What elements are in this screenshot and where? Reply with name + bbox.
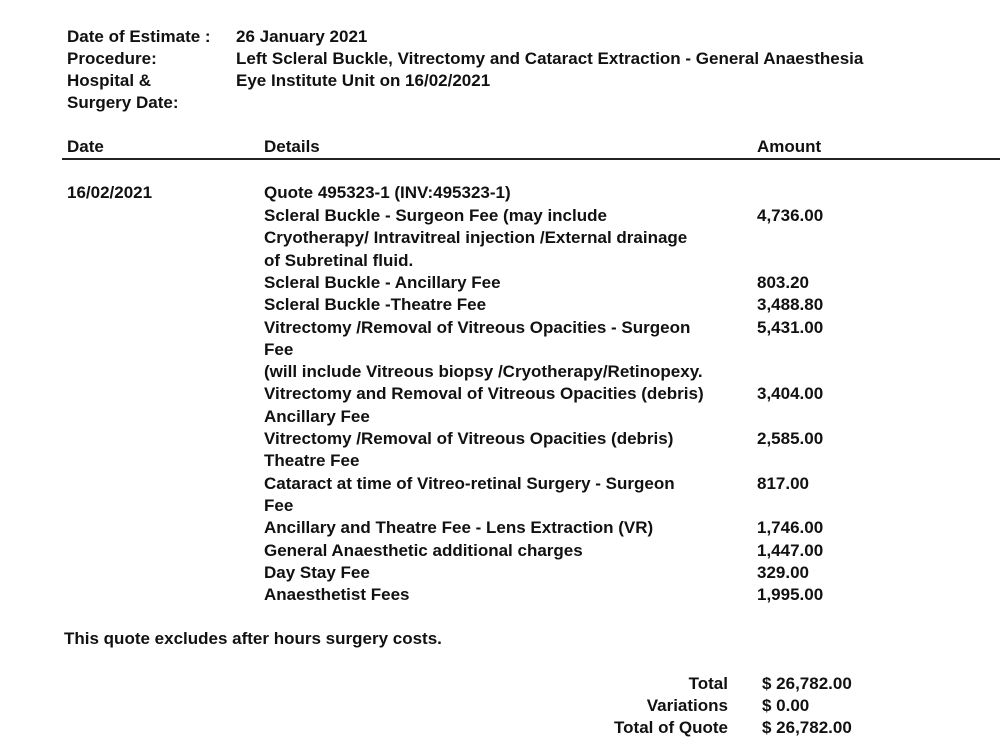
item-amount: 4,736.00 <box>757 206 824 225</box>
procedure-label: Procedure: <box>67 49 157 68</box>
hospital-label: Hospital & <box>67 71 152 90</box>
item-amount: 803.20 <box>757 272 809 292</box>
item-description-line: Ancillary and Theatre Fee - Lens Extraction (VR) <box>264 518 654 538</box>
total-value: $ 26,782.00 <box>762 674 852 693</box>
item-description-line: Vitrectomy and Removal of Vitreous Opacities (debris) <box>264 384 704 404</box>
item-description-line: Scleral Buckle - Surgeon Fee (may include <box>264 206 607 225</box>
column-header-amount: Amount <box>757 137 822 156</box>
column-header-date: Date <box>67 137 104 156</box>
column-header-details: Details <box>264 137 320 156</box>
surgery-date-label: Surgery Date: <box>67 93 179 112</box>
procedure-value: Left Scleral Buckle, Vitrectomy and Cataract Extraction - General Anaesthesia <box>236 49 864 68</box>
item-description-line: Cryotherapy/ Intravitreal injection /External drainage <box>264 228 688 248</box>
item-description-line: of Subretinal fluid. <box>264 250 414 270</box>
item-description-line: General Anaesthetic additional charges <box>264 540 583 560</box>
item-description-line: Cataract at time of Vitreo-retinal Surgery - Surgeon <box>264 473 675 493</box>
quote-reference: Quote 495323-1 (INV:495323-1) <box>264 183 511 202</box>
item-description-line: Scleral Buckle -Theatre Fee <box>264 295 487 315</box>
item-amount: 329.00 <box>757 562 809 582</box>
total-of-quote-value: $ 26,782.00 <box>762 718 852 737</box>
variations-value: $ 0.00 <box>762 696 810 715</box>
item-amount: 1,995.00 <box>757 585 824 605</box>
date-of-estimate-value: 26 January 2021 <box>236 27 368 46</box>
item-description-line: Vitrectomy /Removal of Vitreous Opacities - Surgeon <box>264 317 691 337</box>
item-description-line: Day Stay Fee <box>264 562 370 582</box>
item-description-line: Vitrectomy /Removal of Vitreous Opacities (debris) <box>264 429 674 448</box>
item-description-line: Fee <box>264 495 294 515</box>
item-description-line: Ancillary Fee <box>264 406 370 426</box>
variations-label: Variations <box>646 696 728 715</box>
item-amount: 1,447.00 <box>757 540 824 560</box>
item-amount: 3,404.00 <box>757 384 824 404</box>
total-of-quote-label: Total of Quote <box>614 718 728 737</box>
exclusion-note: This quote excludes after hours surgery costs. <box>64 629 442 648</box>
item-description-line: (will include Vitreous biopsy /Cryotherapy/Retinopexy. <box>264 362 703 382</box>
item-amount: 3,488.80 <box>757 295 824 315</box>
total-label: Total <box>688 674 728 693</box>
table-header-divider <box>62 158 1000 160</box>
item-amount: 817.00 <box>757 473 809 493</box>
item-description-line: Scleral Buckle - Ancillary Fee <box>264 272 501 292</box>
item-amount: 5,431.00 <box>757 317 824 337</box>
item-description-line: Theatre Fee <box>264 451 360 471</box>
row-date: 16/02/2021 <box>67 183 153 202</box>
hospital-value: Eye Institute Unit on 16/02/2021 <box>236 71 491 90</box>
item-amount: 1,746.00 <box>757 518 824 538</box>
item-description-line: Fee <box>264 339 294 359</box>
date-of-estimate-label: Date of Estimate : <box>67 27 211 46</box>
item-amount: 2,585.00 <box>757 429 824 448</box>
item-description-line: Anaesthetist Fees <box>264 585 410 605</box>
